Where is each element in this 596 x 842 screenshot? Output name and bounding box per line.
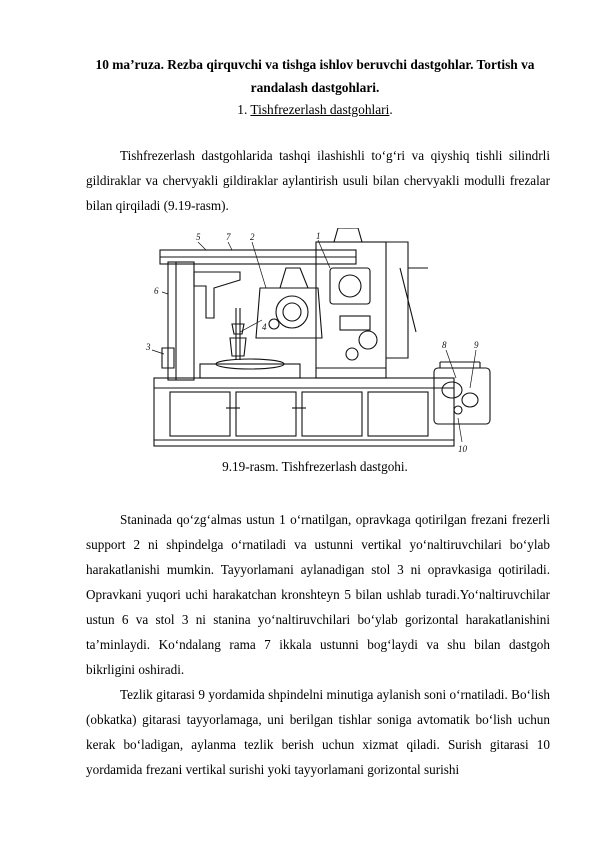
main-column bbox=[316, 242, 386, 378]
lecture-title: 10 ma’ruza. Rezba qirquvchi va tishga ishlov beruvchi dastgohlar. Tortish va randalash dastgohlari. bbox=[95, 57, 535, 95]
label-1: 1 bbox=[316, 231, 321, 241]
section-period: . bbox=[389, 102, 393, 117]
figure-caption: 9.19-rasm. Tishfrezerlash dastgohi. bbox=[222, 459, 408, 474]
bracket bbox=[194, 272, 240, 318]
section-number: 1. bbox=[237, 102, 251, 117]
feed-gearbox bbox=[434, 368, 490, 424]
label-5: 5 bbox=[196, 232, 201, 242]
support-column bbox=[168, 262, 194, 380]
label-6: 6 bbox=[154, 286, 159, 296]
label-4: 4 bbox=[262, 322, 267, 332]
description-paragraph: Staninada qo‘zg‘almas ustun 1 o‘rnatilgan, opravkaga qotirilgan frezani frezerli support 2 ni shpindelga o‘rnatiladi va ustunni vertikal yo‘naltiruvchilari bo‘ylab harakatlanishi mumkin. Tayyorlamani aylanadigan stol 3 ni opravkasiga qotiriladi. Opravkani yuqori uchi harakatchan kronshteyn 5 bilan ushlab turadi.Yo‘naltiruvchilar ustun 6 va stol 3 ni stanina yo‘naltiruvchilari bo‘ylab gorizontal harakatlanishini ta’minlaydi. Ko‘ndalang rama 7 ikkala ustunni bog‘laydi va shu bilan dastgoh bikrligini oshiradi. bbox=[86, 512, 550, 677]
section-heading bbox=[80, 100, 550, 120]
label-9: 9 bbox=[474, 340, 479, 350]
gear-hobbing-machine-figure bbox=[140, 228, 492, 458]
section-title: Tishfrezerlash dastgohlari bbox=[250, 102, 390, 117]
label-2: 2 bbox=[250, 232, 255, 242]
work-table bbox=[200, 364, 300, 378]
label-10: 10 bbox=[458, 444, 467, 454]
label-7: 7 bbox=[226, 232, 231, 242]
gearing-paragraph: Tezlik gitarasi 9 yordamida shpindelni minutiga aylanish soni o‘rnatiladi. Bo‘lish (obkatka) gitarasi tayyorlamaga, uni berilgan tishlar soniga avtomatik bo‘lish uchun kerak bo‘ladigan, aylanma tezlik berish uchun xizmat qiladi. Surish gitarasi 10 yordamida frezani vertikal surishi yoki tayyorlamani gorizontal surishi bbox=[86, 687, 550, 777]
label-3: 3 bbox=[146, 342, 151, 352]
intro-paragraph: Tishfrezerlash dastgohlarida tashqi ilashishli to‘g‘ri va qiyshiq tishli silindrli gildiraklar va chervyakli gildiraklar aylantirish usuli bilan chervyakli modulli frezalar bilan qirqiladi (9.19-rasm). bbox=[86, 148, 550, 213]
label-8: 8 bbox=[442, 340, 447, 350]
motor bbox=[334, 228, 362, 242]
